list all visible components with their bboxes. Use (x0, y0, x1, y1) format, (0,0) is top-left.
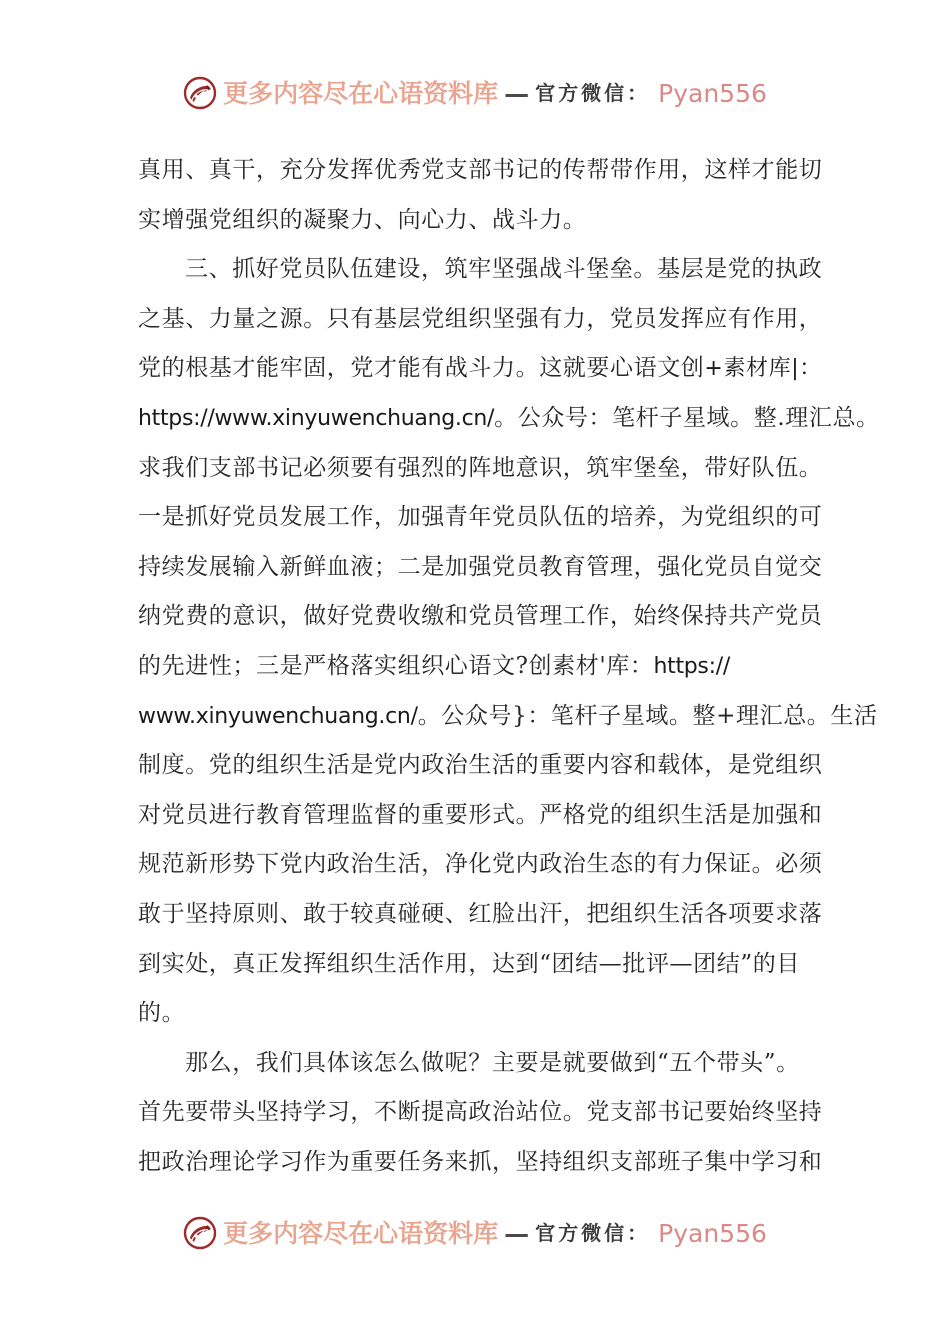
text-line: 首先要带头坚持学习，不断提高政治站位。党支部书记要始终坚持 (138, 1099, 823, 1126)
text-line (138, 642, 813, 692)
watermark-wechat-label: 官方微信： (535, 1221, 651, 1245)
text-line-url (138, 692, 878, 742)
text-line: 三、抓好党员队伍建设，筑牢坚强战斗堡垒。基层是党的执政 (185, 256, 823, 283)
watermark-dash: — (504, 78, 530, 108)
url-text: https://www.xinyuwenchuang.cn/ (138, 405, 495, 431)
text-line: 纳党费的意识，做好党费收缴和党员管理工作，始终保持共产党员 (138, 603, 823, 630)
text-line: 持续发展输入新鲜血液；二是加强党员教育管理，强化党员自觉交 (138, 553, 823, 580)
url-text: www.xinyuwenchuang.cn/ (138, 703, 418, 729)
url-text: https:// (653, 653, 730, 679)
watermark-wechat-label: 官方微信： (535, 81, 651, 105)
text-line (138, 344, 822, 394)
header-watermark (0, 76, 950, 110)
text-line: 一是抓好党员发展工作，加强青年党员队伍的培养，为党组织的可 (138, 504, 823, 531)
text-run-ascii: +素材库|： (704, 356, 822, 382)
text-line: 制度。党的组织生活是党内政治生活的重要内容和载体，是党组织 (138, 752, 823, 779)
text-run: 党的根基才能牢固，党才能有战斗力。这就要心语文创 (138, 355, 705, 382)
text-line: 把政治理论学习作为重要任务来抓，坚持组织支部班子集中学习和 (138, 1148, 823, 1175)
watermark-main-text: 更多内容尽在心语资料库 (223, 78, 499, 108)
text-line: 实增强党组织的凝聚力、向心力、战斗力。 (138, 206, 587, 233)
text-line: 之基、力量之源。只有基层党组织坚强有力，党员发挥应有作用， (138, 305, 823, 332)
text-run: 。公众号：笔杆子星域。整.理汇总。 (494, 404, 880, 431)
watermark-main-text: 更多内容尽在心语资料库 (223, 1218, 499, 1248)
watermark-wechat-id: Pyan556 (658, 1218, 767, 1248)
footer-watermark (0, 1216, 950, 1250)
text-line: 那么，我们具体该怎么做呢？主要是就要做到“五个带头”。 (185, 1049, 800, 1076)
watermark-dash: — (504, 1218, 530, 1248)
text-line: 的。 (138, 1000, 186, 1027)
text-line: 规范新形势下党内政治生活，净化党内政治生态的有力保证。必须 (138, 851, 823, 878)
watermark-wechat-id: Pyan556 (658, 78, 767, 108)
text-line-url (138, 394, 880, 444)
text-line: 到实处，真正发挥组织生活作用，达到“团结—批评—团结”的目 (138, 950, 800, 977)
swirl-emblem-icon (183, 1216, 217, 1250)
text-line: 真用、真干，充分发挥优秀党支部书记的传帮带作用，这样才能切 (138, 157, 823, 183)
text-run: 的先进性；三是严格落实组织心语文?创素材'库： (138, 652, 654, 679)
text-line: 求我们支部书记必须要有强烈的阵地意识，筑牢堡垒，带好队伍。 (138, 454, 823, 481)
text-line: 对党员进行教育管理监督的重要形式。严格党的组织生活是加强和 (138, 801, 823, 828)
document-body (138, 146, 880, 1187)
text-line: 敢于坚持原则、敢于较真碰硬、红脸出汗，把组织生活各项要求落 (138, 900, 823, 927)
text-run: 。公众号}：笔杆子星域。整+理汇总。生活 (417, 702, 878, 729)
swirl-emblem-icon (183, 76, 217, 110)
